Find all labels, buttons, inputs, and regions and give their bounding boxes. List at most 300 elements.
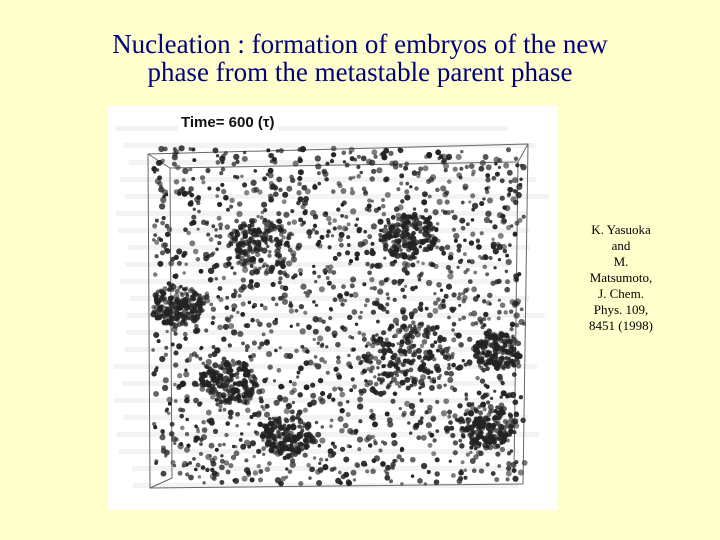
particle: [315, 432, 321, 438]
particle: [260, 303, 264, 307]
particle: [510, 322, 516, 328]
particle: [206, 359, 212, 365]
particle: [513, 200, 518, 205]
particle: [431, 417, 436, 422]
particle: [347, 428, 353, 434]
particle: [252, 412, 257, 417]
particle: [452, 215, 458, 221]
particle: [162, 385, 168, 391]
particle: [482, 317, 486, 321]
particle: [158, 146, 164, 152]
particle: [425, 220, 429, 224]
particle: [259, 399, 264, 404]
particle: [241, 342, 245, 346]
particle: [359, 171, 363, 175]
particle: [258, 258, 263, 263]
particle: [424, 329, 429, 334]
particle: [445, 199, 450, 204]
particle: [363, 357, 368, 362]
particle: [239, 438, 243, 442]
particle: [290, 450, 294, 454]
particle: [459, 167, 463, 171]
particle: [343, 456, 349, 462]
particle: [458, 439, 462, 443]
particle: [405, 339, 411, 345]
particle: [313, 316, 319, 322]
particle: [513, 312, 519, 318]
particle: [183, 336, 188, 341]
particle: [400, 449, 404, 453]
particle: [173, 383, 177, 387]
particle: [202, 383, 206, 387]
particle: [278, 416, 282, 420]
particle: [369, 160, 375, 166]
particle: [478, 364, 481, 367]
particle: [321, 425, 324, 428]
particle: [489, 220, 492, 223]
particle: [383, 148, 389, 154]
particle: [466, 360, 472, 366]
particle: [343, 299, 347, 303]
particle: [164, 248, 168, 252]
particle: [436, 199, 442, 205]
particle: [253, 470, 258, 475]
particle: [426, 422, 432, 428]
particle: [463, 239, 467, 243]
particle: [180, 383, 185, 388]
particle: [369, 176, 374, 181]
particle: [391, 240, 395, 244]
particle: [391, 377, 397, 383]
particle: [196, 201, 200, 205]
particle: [252, 229, 257, 234]
particle: [228, 463, 233, 468]
particle: [409, 403, 415, 409]
particle: [500, 196, 505, 201]
particle: [231, 359, 235, 363]
particle: [180, 426, 185, 431]
particle: [455, 367, 458, 370]
citation-line: 8451 (1998): [589, 318, 653, 333]
particle: [247, 422, 250, 425]
particle: [469, 163, 475, 169]
particle: [385, 192, 391, 198]
particle: [502, 366, 506, 370]
particle: [157, 339, 161, 343]
particle: [327, 269, 332, 274]
particle: [417, 355, 422, 360]
particle: [151, 348, 155, 352]
particle: [502, 428, 506, 432]
particle: [473, 348, 478, 353]
particle: [240, 312, 245, 317]
particle: [248, 227, 252, 231]
particle: [198, 357, 202, 361]
particle: [219, 171, 223, 175]
particle: [450, 385, 455, 390]
particle: [217, 241, 221, 245]
particle: [290, 178, 295, 183]
particle: [356, 217, 359, 220]
particle: [460, 259, 463, 262]
particle: [518, 470, 524, 476]
particle: [234, 219, 239, 224]
particle: [314, 355, 318, 359]
particle: [420, 374, 426, 380]
particle: [297, 392, 302, 397]
particle: [281, 259, 286, 264]
particle: [396, 328, 402, 334]
particle: [201, 220, 206, 225]
particle: [238, 226, 243, 231]
particle: [377, 206, 381, 210]
particle: [394, 223, 397, 226]
particle: [501, 390, 507, 396]
particle: [432, 308, 438, 314]
simulation-figure: [108, 106, 558, 510]
particle: [513, 273, 519, 279]
particle: [282, 292, 288, 298]
particle: [152, 422, 156, 426]
particle: [267, 432, 272, 437]
particle: [157, 261, 163, 267]
particle: [245, 344, 250, 349]
particle: [443, 384, 446, 387]
particle: [379, 229, 382, 232]
particle: [290, 325, 293, 328]
particle: [197, 402, 202, 407]
particle: [191, 220, 196, 225]
particle: [155, 315, 160, 320]
particle: [456, 154, 462, 160]
particle: [419, 308, 423, 312]
particle: [504, 287, 510, 293]
particle: [506, 225, 511, 230]
particle: [248, 241, 252, 245]
particle: [382, 390, 387, 395]
particle: [381, 198, 385, 202]
particle: [257, 410, 262, 415]
particle: [230, 237, 234, 241]
particle: [469, 240, 474, 245]
particle: [302, 210, 307, 215]
particle: [383, 177, 388, 182]
particle: [372, 389, 377, 394]
particle: [476, 240, 480, 244]
particle: [213, 429, 218, 434]
particle: [298, 217, 303, 222]
particle: [396, 187, 400, 191]
particle: [328, 316, 332, 320]
particle: [315, 421, 319, 425]
particle: [451, 210, 454, 213]
particle: [407, 241, 413, 247]
particle: [381, 364, 385, 368]
particle: [453, 450, 458, 455]
particle: [365, 262, 370, 267]
particle: [155, 219, 159, 223]
particle: [312, 265, 315, 268]
particle: [371, 413, 376, 418]
particle: [349, 445, 352, 448]
particle: [318, 467, 324, 473]
particle: [229, 256, 232, 259]
particle: [509, 180, 513, 184]
particle: [480, 358, 485, 363]
particle: [218, 286, 223, 291]
particle: [333, 367, 338, 372]
particle: [235, 234, 239, 238]
particle: [474, 416, 478, 420]
particle: [259, 341, 264, 346]
particle: [441, 154, 447, 160]
particle: [309, 290, 312, 293]
particle: [256, 215, 259, 218]
particle: [297, 371, 301, 375]
particle: [379, 153, 382, 156]
particle: [284, 445, 288, 449]
particle: [276, 177, 282, 183]
particle: [341, 188, 347, 194]
particle: [338, 471, 342, 475]
particle: [454, 332, 457, 335]
particle: [207, 254, 211, 258]
particle: [211, 461, 217, 467]
particle: [399, 407, 402, 410]
particle: [290, 409, 295, 414]
particle: [216, 160, 221, 165]
particle: [289, 308, 294, 313]
particle: [518, 319, 524, 325]
particle: [194, 324, 199, 329]
particle: [488, 430, 492, 434]
particle: [211, 251, 215, 255]
particle: [492, 176, 497, 181]
particle: [350, 276, 356, 282]
particle: [447, 346, 450, 349]
particle: [497, 310, 502, 315]
particle: [408, 359, 414, 365]
particle: [484, 217, 490, 223]
particle: [308, 476, 311, 479]
particle: [306, 324, 312, 330]
particle: [381, 355, 386, 360]
particle: [370, 287, 373, 290]
particle: [189, 240, 195, 246]
particle: [330, 467, 335, 472]
particle: [475, 376, 479, 380]
particle: [477, 391, 482, 396]
particle: [179, 320, 185, 326]
particle: [313, 224, 317, 228]
particle: [420, 383, 425, 388]
particle: [484, 363, 488, 367]
particle: [350, 190, 355, 195]
particle: [351, 377, 355, 381]
particle: [364, 303, 368, 307]
particle: [195, 329, 199, 333]
particle: [358, 315, 362, 319]
particle: [485, 385, 489, 389]
particle: [514, 338, 518, 342]
particle: [377, 337, 383, 343]
particle: [170, 422, 175, 427]
particle: [187, 317, 190, 320]
particle: [419, 245, 422, 248]
particle: [258, 477, 263, 482]
particle: [404, 189, 409, 194]
particle: [355, 256, 360, 261]
particle: [328, 393, 332, 397]
particle: [296, 323, 300, 327]
particle: [312, 300, 316, 304]
particle: [236, 242, 242, 248]
particle: [470, 232, 475, 237]
particle: [298, 156, 302, 160]
particle: [506, 471, 512, 477]
particle: [269, 235, 273, 239]
particle: [421, 199, 427, 205]
particle: [312, 185, 317, 190]
particle: [401, 225, 405, 229]
particle: [390, 462, 395, 467]
particle: [331, 152, 336, 157]
particle: [225, 421, 230, 426]
particle: [223, 195, 229, 201]
particle: [231, 329, 237, 335]
particle: [257, 190, 262, 195]
particle: [183, 332, 188, 337]
particle: [406, 232, 410, 236]
particle: [423, 247, 426, 250]
particle: [314, 230, 319, 235]
particle: [365, 344, 368, 347]
particle: [221, 337, 226, 342]
particle: [474, 321, 478, 325]
particle: [515, 323, 520, 328]
particle: [324, 177, 329, 182]
particle: [510, 351, 516, 357]
particle: [357, 155, 361, 159]
particle: [395, 323, 399, 327]
particle: [237, 331, 243, 337]
particle: [385, 412, 390, 417]
particle: [162, 216, 166, 220]
particle: [476, 423, 479, 426]
particle: [357, 396, 363, 402]
particle: [481, 340, 486, 345]
particle: [325, 162, 329, 166]
particle: [448, 371, 454, 377]
particle: [452, 228, 456, 232]
particle: [330, 419, 334, 423]
particle: [514, 460, 518, 464]
particle: [206, 233, 210, 237]
particle: [187, 303, 192, 308]
particle: [485, 187, 489, 191]
particle: [296, 190, 301, 195]
particle: [196, 429, 200, 433]
particle: [345, 163, 350, 168]
particle: [275, 303, 279, 307]
particle: [490, 397, 493, 400]
particle: [160, 221, 165, 226]
particle: [172, 154, 178, 160]
particle: [241, 301, 246, 306]
particle: [271, 426, 274, 429]
particle: [295, 446, 300, 451]
particle: [324, 271, 327, 274]
slide-title: [0, 30, 720, 86]
particle: [462, 359, 465, 362]
particle: [169, 431, 175, 437]
particle: [457, 296, 462, 301]
particle: [465, 165, 469, 169]
particle: [177, 261, 182, 266]
particle: [245, 349, 249, 353]
particle: [201, 465, 206, 470]
particle: [380, 461, 386, 467]
particle: [478, 451, 483, 456]
particle: [420, 344, 424, 348]
citation-line: J. Chem.: [598, 286, 644, 301]
particle: [488, 335, 494, 341]
particle: [217, 385, 220, 388]
particle: [215, 448, 219, 452]
particle: [482, 265, 487, 270]
particle: [414, 186, 418, 190]
particle: [516, 184, 522, 190]
particle: [498, 233, 504, 239]
particle: [447, 179, 452, 184]
particle: [182, 464, 185, 467]
particle: [325, 326, 331, 332]
particle: [480, 160, 486, 166]
particle: [403, 166, 408, 171]
particle: [387, 234, 392, 239]
particle: [331, 146, 337, 152]
particle: [471, 173, 475, 177]
particle: [399, 348, 404, 353]
particle: [337, 401, 342, 406]
particle: [214, 228, 217, 231]
particle: [267, 461, 272, 466]
particle: [217, 202, 222, 207]
particle: [457, 478, 463, 484]
particle: [413, 248, 419, 254]
particle: [285, 467, 288, 470]
particle: [367, 270, 372, 275]
particle: [275, 318, 278, 321]
particle: [319, 457, 323, 461]
particle: [364, 437, 370, 443]
particle: [413, 207, 416, 210]
particle: [236, 311, 239, 314]
particle: [408, 221, 412, 225]
particle: [228, 323, 234, 329]
particle: [447, 316, 451, 320]
particle: [441, 410, 447, 416]
particle: [500, 332, 506, 338]
particle: [312, 228, 316, 232]
particle: [412, 352, 417, 357]
particle: [417, 221, 423, 227]
particle: [232, 308, 236, 312]
particle: [411, 409, 416, 414]
particle: [278, 280, 282, 284]
particle: [491, 358, 495, 362]
particle: [294, 349, 299, 354]
